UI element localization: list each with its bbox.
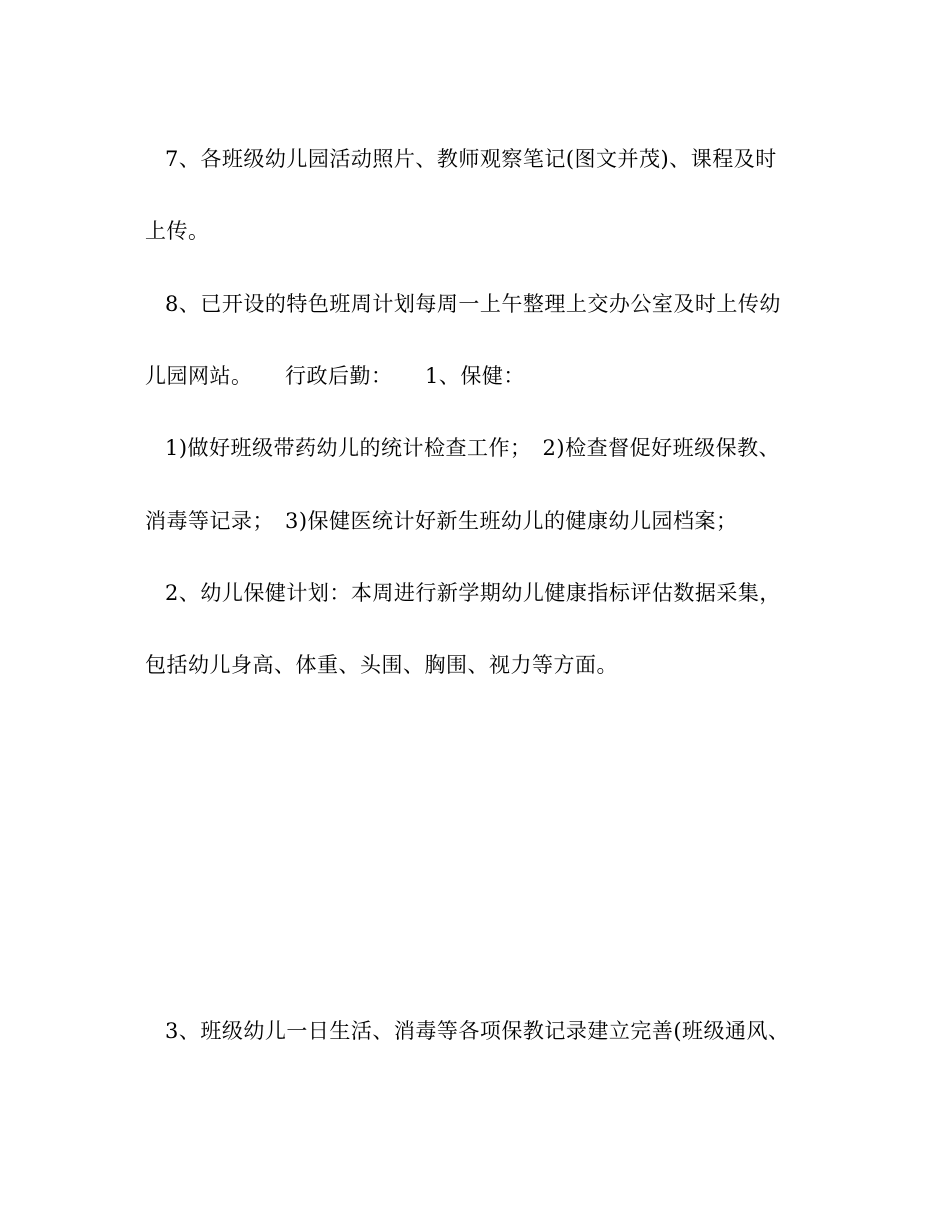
paragraph-line: 8、已开设的特色班周计划每周一上午整理上交办公室及时上传幼 bbox=[165, 292, 781, 316]
paragraph-line: 1)做好班级带药幼儿的统计检查工作； 2)检查督促好班级保教、 bbox=[165, 436, 781, 460]
paragraph-line: 2、幼儿保健计划：本周进行新学期幼儿健康指标评估数据采集， bbox=[165, 581, 781, 605]
paragraph-line: 包括幼儿身高、体重、头围、胸围、视力等方面。 bbox=[145, 653, 618, 677]
paragraph-line: 消毒等记录； 3)保健医统计好新生班幼儿的健康幼儿园档案； bbox=[145, 509, 738, 533]
paragraph-line: 上传。 bbox=[145, 219, 210, 243]
paragraph-line: 儿园网站。 行政后勤： 1、保健： bbox=[145, 364, 525, 388]
paragraph-line: 7、各班级幼儿园活动照片、教师观察笔记(图文并茂)、课程及时 bbox=[165, 147, 777, 171]
paragraph-line: 3、班级幼儿一日生活、消毒等各项保教记录建立完善(班级通风、 bbox=[165, 1019, 790, 1043]
